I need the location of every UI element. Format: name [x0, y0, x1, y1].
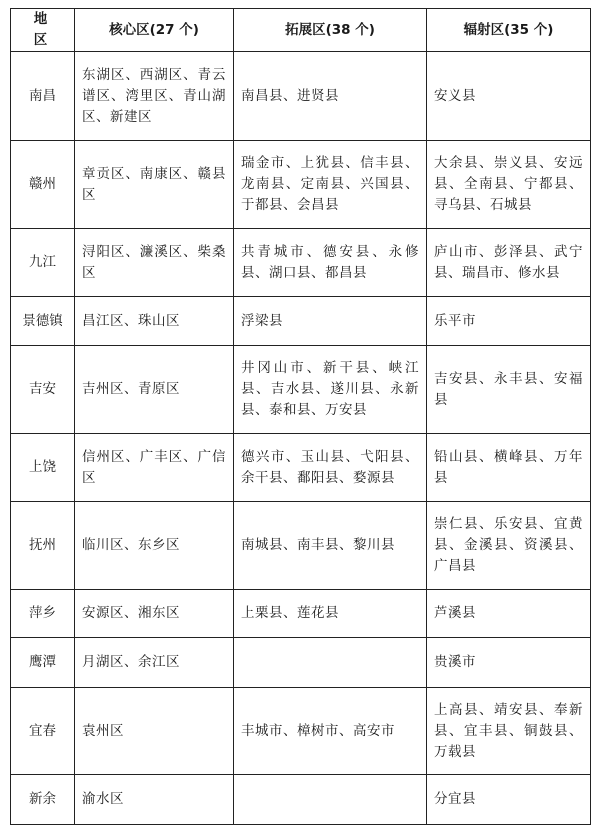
region-name: 抚州: [11, 502, 75, 590]
table-row: [11, 434, 591, 502]
radiation-zone-cell: 芦溪县: [427, 590, 591, 638]
core-zone-cell: 东湖区、西湖区、青云谱区、湾里区、青山湖区、新建区: [75, 52, 234, 141]
header-radiation-zone: 辐射区(35 个): [427, 9, 591, 52]
core-zone-cell: 吉州区、青原区: [75, 346, 234, 434]
radiation-zone-cell: 铅山县、横峰县、万年县: [427, 434, 591, 502]
region-name: 萍乡: [11, 590, 75, 638]
region-classification-table: [10, 8, 591, 825]
core-zone-cell: 昌江区、珠山区: [75, 297, 234, 346]
radiation-zone-cell: 上高县、靖安县、奉新县、宜丰县、铜鼓县、万载县: [427, 688, 591, 775]
expansion-zone-cell: 上栗县、莲花县: [234, 590, 427, 638]
expansion-zone-cell: 南昌县、进贤县: [234, 52, 427, 141]
core-zone-cell: 信州区、广丰区、广信区: [75, 434, 234, 502]
region-table-container: [10, 8, 591, 825]
radiation-zone-cell: 安义县: [427, 52, 591, 141]
table-row: [11, 688, 591, 775]
table-row: [11, 141, 591, 229]
radiation-zone-cell: 崇仁县、乐安县、宜黄县、金溪县、资溪县、广昌县: [427, 502, 591, 590]
table-header-row: [11, 9, 591, 52]
header-core-zone: 核心区(27 个): [75, 9, 234, 52]
expansion-zone-cell: 德兴市、玉山县、弋阳县、余干县、鄱阳县、婺源县: [234, 434, 427, 502]
region-name: 南昌: [11, 52, 75, 141]
expansion-zone-cell: 共青城市、德安县、永修县、湖口县、都昌县: [234, 229, 427, 297]
region-name: 赣州: [11, 141, 75, 229]
core-zone-cell: 渝水区: [75, 775, 234, 825]
header-region: 地 区: [11, 9, 75, 52]
radiation-zone-cell: 贵溪市: [427, 638, 591, 688]
radiation-zone-cell: 乐平市: [427, 297, 591, 346]
expansion-zone-cell: [234, 775, 427, 825]
table-row: [11, 775, 591, 825]
table-row: [11, 52, 591, 141]
radiation-zone-cell: 吉安县、永丰县、安福县: [427, 346, 591, 434]
region-name: 吉安: [11, 346, 75, 434]
region-name: 鹰潭: [11, 638, 75, 688]
region-name: 上饶: [11, 434, 75, 502]
table-row: [11, 502, 591, 590]
expansion-zone-cell: 丰城市、樟树市、高安市: [234, 688, 427, 775]
expansion-zone-cell: 井冈山市、新干县、峡江县、吉水县、遂川县、永新县、泰和县、万安县: [234, 346, 427, 434]
table-row: [11, 229, 591, 297]
core-zone-cell: 临川区、东乡区: [75, 502, 234, 590]
header-expansion-zone: 拓展区(38 个): [234, 9, 427, 52]
region-name: 景德镇: [11, 297, 75, 346]
region-name: 宜春: [11, 688, 75, 775]
table-row: [11, 346, 591, 434]
expansion-zone-cell: [234, 638, 427, 688]
core-zone-cell: 袁州区: [75, 688, 234, 775]
table-row: [11, 590, 591, 638]
radiation-zone-cell: 大余县、崇义县、安远县、全南县、宁都县、寻乌县、石城县: [427, 141, 591, 229]
table-row: [11, 297, 591, 346]
radiation-zone-cell: 庐山市、彭泽县、武宁县、瑞昌市、修水县: [427, 229, 591, 297]
expansion-zone-cell: 南城县、南丰县、黎川县: [234, 502, 427, 590]
table-row: [11, 638, 591, 688]
region-name: 新余: [11, 775, 75, 825]
expansion-zone-cell: 浮梁县: [234, 297, 427, 346]
core-zone-cell: 安源区、湘东区: [75, 590, 234, 638]
core-zone-cell: 章贡区、南康区、赣县区: [75, 141, 234, 229]
region-name: 九江: [11, 229, 75, 297]
core-zone-cell: 浔阳区、濂溪区、柴桑区: [75, 229, 234, 297]
expansion-zone-cell: 瑞金市、上犹县、信丰县、龙南县、定南县、兴国县、于都县、会昌县: [234, 141, 427, 229]
core-zone-cell: 月湖区、余江区: [75, 638, 234, 688]
radiation-zone-cell: 分宜县: [427, 775, 591, 825]
